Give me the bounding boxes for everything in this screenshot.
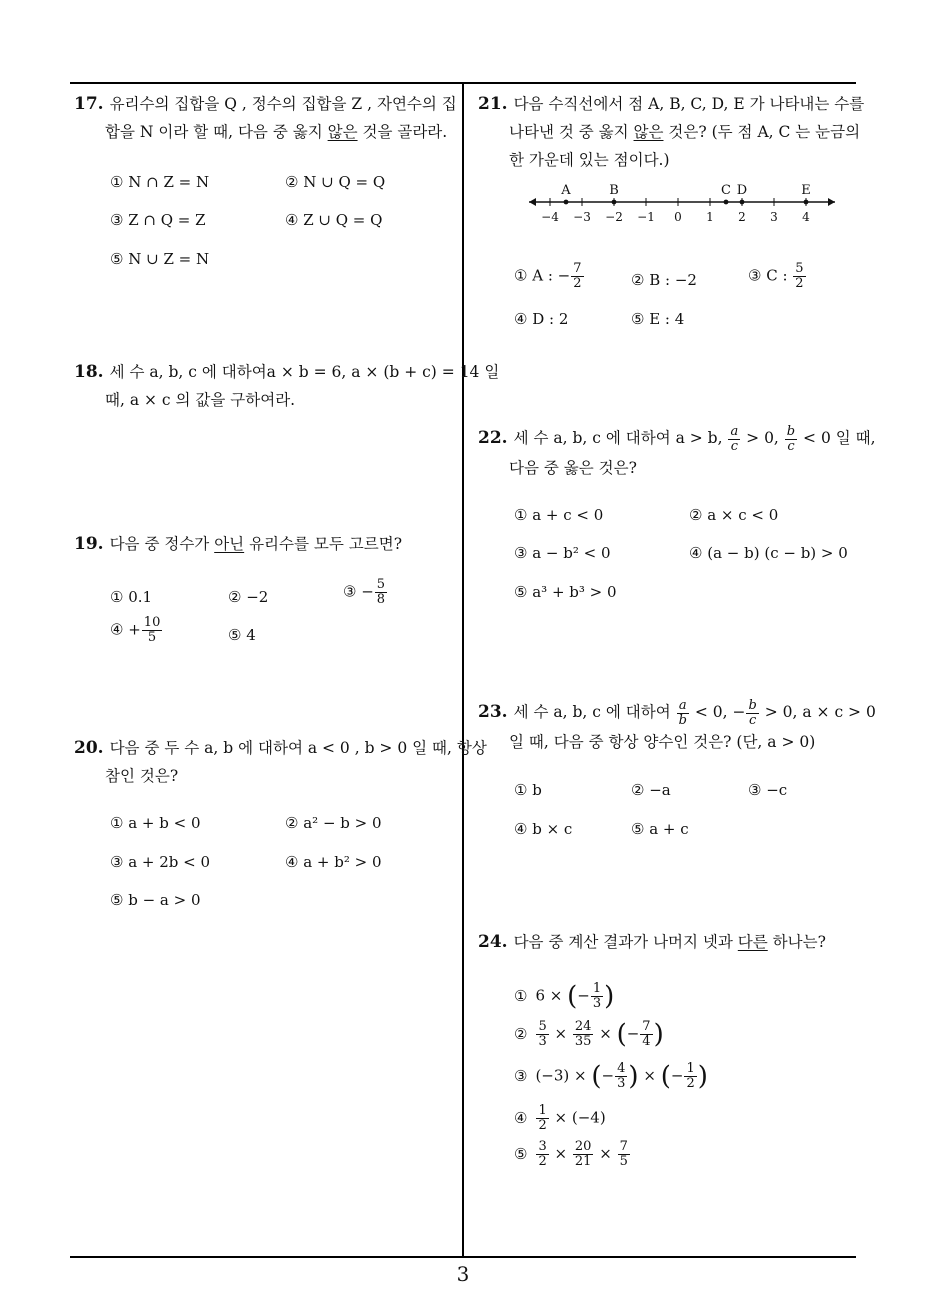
fraction: $\frac{a}{c}$ (730, 423, 739, 454)
question-24: 24. 다음 중 계산 결과가 나머지 넷과 다른 하나는? (478, 932, 826, 952)
option-5[interactable]: ⑤ N ∪ Z = N (110, 250, 210, 268)
page-number: 3 (456, 1262, 470, 1286)
point-b (612, 200, 617, 205)
option-1[interactable]: ① b (514, 781, 542, 799)
question-23: 23. 세 수 a, b, c 에 대하여 $\frac{a}{b}$ < 0, − $\frac{b}{c}$ > 0, a × c > 0 일 때, 다음 중 항상 양수인 것은? (단, a > 0) (478, 697, 876, 751)
option-3[interactable]: ③ (−3) × (− $\frac{4}{3}$ ) × (− $\frac{1}{2}$ ) (514, 1061, 708, 1092)
question-20: 20. 다음 중 두 수 a, b 에 대하여 a < 0 , b > 0 일 때, 항상 참인 것은? (74, 738, 487, 785)
option-3[interactable]: ③ a − b² < 0 (514, 544, 611, 562)
option-5[interactable]: ⑤ a³ + b³ > 0 (514, 583, 617, 601)
option-4[interactable]: ④ Z ∪ Q = Q (285, 211, 383, 229)
point-label: A (561, 183, 571, 198)
option-1[interactable]: ① A : − $\frac{7}{2}$ (514, 261, 582, 291)
emphasis-underline: 않은 (633, 123, 664, 141)
emphasis-underline: 않은 (327, 123, 358, 141)
point-label: E (801, 183, 811, 198)
option-2[interactable]: ② a² − b > 0 (285, 814, 382, 832)
option-1[interactable]: ① N ∩ Z = N (110, 173, 210, 191)
tick-label: 3 (770, 210, 778, 224)
fraction: $\frac{5}{8}$ (376, 577, 386, 607)
question-19: 19. 다음 중 정수가 아닌 유리수를 모두 고르면? (74, 534, 403, 554)
tick-label: −3 (573, 210, 591, 224)
question-text: 세 수 a, b, c 에 대하여a × b = 6, a × (b + c) = 14 일 (109, 363, 500, 381)
question-number: 19. (74, 534, 104, 554)
question-number: 17. (74, 94, 104, 114)
option-1[interactable]: ① a + c < 0 (514, 506, 604, 524)
question-21: 21. 다음 수직선에서 점 A, B, C, D, E 가 나타내는 수를 나타낸 것 중 옳지 않은 것은? (두 점 A, C 는 눈금의 한 가운데 있는 점이다.) (478, 94, 865, 169)
option-5[interactable]: ⑤ a + c (631, 820, 689, 838)
fraction: $\frac{b}{c}$ (748, 697, 757, 728)
tick-label: −2 (605, 210, 623, 224)
emphasis-underline: 다른 (737, 933, 768, 951)
point-a (564, 200, 569, 205)
point-label: C (721, 183, 731, 198)
question-number: 21. (478, 94, 508, 114)
option-4[interactable]: ④ a + b² > 0 (285, 853, 382, 871)
option-2[interactable]: ② N ∪ Q = Q (285, 173, 386, 191)
question-18: 18. 세 수 a, b, c 에 대하여a × b = 6, a × (b + c) = 14 일 때, a × c 의 값을 구하여라. (74, 362, 500, 409)
option-2[interactable]: ② $\frac{5}{3}$ × $\frac{24}{35}$ × (− $\frac{7}{4}$ ) (514, 1019, 664, 1050)
point-e (804, 200, 809, 205)
option-3[interactable]: ③ −c (748, 781, 788, 799)
number-line (525, 180, 855, 230)
question-text: 다음 수직선에서 점 A, B, C, D, E 가 나타내는 수를 (513, 95, 865, 113)
option-3[interactable]: ③ C : $\frac{5}{2}$ (748, 261, 804, 291)
tick-label: 1 (706, 210, 714, 224)
question-number: 18. (74, 362, 104, 382)
option-4[interactable]: ④ + $\frac{10}{5}$ (110, 615, 161, 645)
option-4[interactable]: ④ $\frac{1}{2}$ × (−4) (514, 1103, 606, 1133)
option-2[interactable]: ② a × c < 0 (689, 506, 779, 524)
question-22: 22. 세 수 a, b, c 에 대하여 a > b, $\frac{a}{c}$ > 0, $\frac{b}{c}$ < 0 일 때, 다음 중 옳은 것은? (478, 423, 876, 477)
option-2[interactable]: ② −2 (228, 588, 269, 606)
point-c (724, 200, 729, 205)
option-3[interactable]: ③ a + 2b < 0 (110, 853, 211, 871)
question-number: 23. (478, 702, 508, 722)
arrow-right-icon (828, 198, 835, 206)
option-1[interactable]: ① 6 × (− $\frac{1}{3}$ ) (514, 981, 615, 1012)
tick-label: 4 (802, 210, 810, 224)
column-divider (462, 82, 464, 1258)
tick-label: −4 (541, 210, 559, 224)
point-label: D (736, 183, 748, 198)
option-2[interactable]: ② −a (631, 781, 671, 799)
emphasis-underline: 아닌 (214, 535, 245, 553)
arrow-left-icon (529, 198, 536, 206)
option-4[interactable]: ④ D : 2 (514, 310, 569, 328)
option-4[interactable]: ④ (a − b) (c − b) > 0 (689, 544, 848, 562)
point-label: B (609, 183, 619, 198)
fraction: $\frac{7}{2}$ (573, 261, 582, 291)
option-5[interactable]: ⑤ $\frac{3}{2}$ × $\frac{20}{21}$ × $\frac{7}{5}$ (514, 1139, 628, 1169)
question-number: 22. (478, 428, 508, 448)
tick-label: 0 (674, 210, 682, 224)
question-number: 20. (74, 738, 104, 758)
option-1[interactable]: ① 0.1 (110, 588, 153, 606)
fraction: $\frac{a}{b}$ (678, 697, 687, 728)
fraction: $\frac{10}{5}$ (143, 615, 161, 645)
question-text: 유리수의 집합을 Q , 정수의 집합을 Z , 자연수의 집 (109, 95, 457, 113)
question-17: 17. 유리수의 집합을 Q , 정수의 집합을 Z , 자연수의 집 합을 N 이라 할 때, 다음 중 옳지 않은 것을 골라라. (74, 94, 457, 141)
option-3[interactable]: ③ Z ∩ Q = Z (110, 211, 206, 229)
option-5[interactable]: ⑤ E : 4 (631, 310, 685, 328)
option-2[interactable]: ② B : −2 (631, 271, 697, 289)
option-5[interactable]: ⑤ 4 (228, 626, 256, 644)
question-number: 24. (478, 932, 508, 952)
point-d (740, 200, 745, 205)
tick-label: −1 (637, 210, 655, 224)
option-1[interactable]: ① a + b < 0 (110, 814, 201, 832)
option-3[interactable]: ③ − $\frac{5}{8}$ (343, 577, 386, 607)
option-5[interactable]: ⑤ b − a > 0 (110, 891, 201, 909)
option-4[interactable]: ④ b × c (514, 820, 573, 838)
question-text: 다음 중 두 수 a, b 에 대하여 a < 0 , b > 0 일 때, 항상 (109, 739, 487, 757)
bottom-rule (70, 1256, 856, 1258)
fraction: $\frac{b}{c}$ (786, 423, 796, 454)
fraction: $\frac{5}{2}$ (795, 261, 804, 291)
tick-label: 2 (738, 210, 746, 224)
